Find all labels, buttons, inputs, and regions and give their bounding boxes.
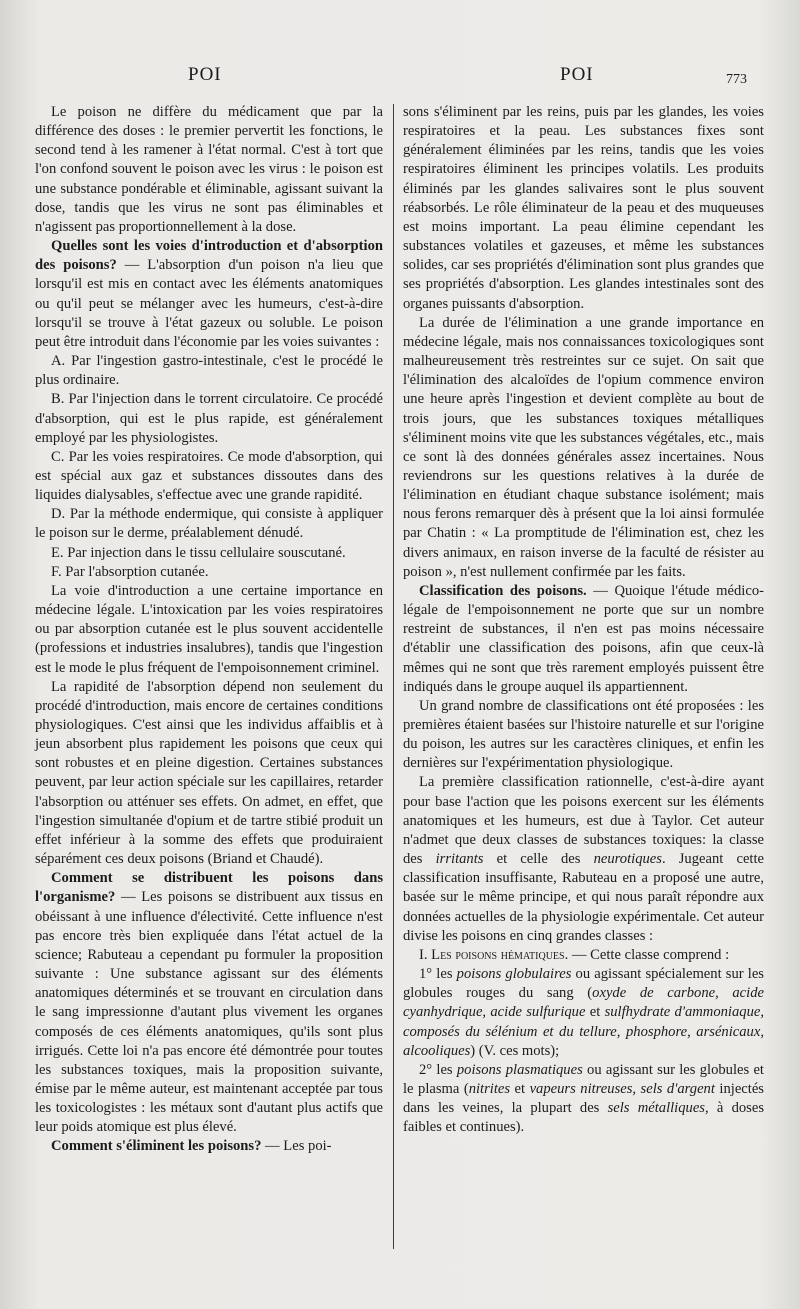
running-header bbox=[0, 64, 800, 94]
section-heading: Quelles sont les voies d'introduction et d'absorption des poisons? bbox=[35, 238, 383, 274]
paragraph: sons s'éliminent par les reins, puis par les glandes, les voies respiratoires et la peau. Les substances fixes sont généralement éliminées par les reins, tandis que les voies respiratoires éliminent les principes volatils. Les produits éliminés par les glandes salivaires sont le plus souvent réabsorbés. Le rôle éliminateur de la peau et des muqueuses est moins important. La peau élimine cependant les substances volatiles et gazeuses, et même les substances solides, car ses propriétés d'élimination sont plus grandes que ses propriétés d'absorption. Les glandes intestinales sont des organes puissants d'absorption. bbox=[403, 104, 764, 312]
list-item: E. Par injection dans le tissu cellulaire souscutané. bbox=[51, 544, 346, 561]
paragraph: I. Les poisons hématiques. — Cette classe comprend : bbox=[419, 946, 730, 963]
section-heading: Comment s'éliminent les poisons? bbox=[51, 1138, 262, 1155]
paragraph: Un grand nombre de classifications ont été proposées : les premières étaient basées sur l'histoire naturelle et sur l'origine du poison, les autres sur les caractères cliniques, et enfin les dernières sur l'expérimentation physiologique. bbox=[403, 697, 764, 772]
paragraph: Comment se distribuent les poisons dans l'organisme? — Les poisons se distribuent aux tissus en obéissant à une influence d'électivité. Cette influence n'est pas encore très bien expliquée dans l'état actuel de la science; Rabuteau a cependant pu formuler la proposition suivante : Une substance agissant sur des éléments anatomiques déterminés et se trouvant en circulation dans le sang impressionne d'autant plus vivement les organes composés de ces éléments anatomiques, qu'ils sont plus irrigués. Cette loi n'a pas encore été démontrée pour toutes les substances toxiques, mais la proposition suivante, émise par le même auteur, est maintenant acceptée par tous les toxicologistes : les métaux sont d'autant plus actifs que leur poids atomique est plus élevé. bbox=[35, 870, 383, 1136]
paragraph: Classification des poisons. — Quoique l'étude médico-légale de l'empoisonnement ne porte que sur un nombre restreint de substances, il n'en est pas moins nécessaire d'établir une classification des poisons, afin que ceux-là mêmes qui ne sont que très rarement employés puissent être indiqués dans le groupe auquel ils appartiennent. bbox=[403, 582, 764, 695]
section-heading: Classification des poisons. bbox=[419, 582, 587, 599]
list-item: 2° les poisons plasmatiques ou agissant sur les globules et le plasma (nitrites et vapeurs nitreuses, sels d'argent injectés dans les veines, la plupart des sels métalliques, à doses faibles et continues). bbox=[403, 1061, 764, 1136]
right-column bbox=[403, 103, 764, 1137]
class-heading: I. Les poisons hématiques. bbox=[419, 946, 569, 963]
section-heading: Comment se distribuent les poisons dans l'organisme? bbox=[35, 870, 383, 906]
list-item: 1° les poisons globulaires ou agissant spécialement sur les globules rouges du sang (oxyde de carbone, acide cyanhydrique, acide sulfurique et sulfhydrate d'ammoniaque, composés du sélénium et du tellure, phosphore, arsénicaux, alcooliques) (V. ces mots); bbox=[403, 966, 764, 1059]
list-item: F. Par l'absorption cutanée. bbox=[51, 563, 209, 580]
page-number: 773 bbox=[726, 72, 747, 87]
running-title-right: POI bbox=[560, 64, 594, 85]
paragraph: La durée de l'élimination a une grande importance en médecine légale, mais nos connaissances toxicologiques sont malheureusement très restreintes sur ce sujet. On sait que l'élimination des alcaloïdes de l'opium commence environ une heure après l'ingestion et devient complète au bout de trois jours, que les substances toxiques métalliques s'éliminent moins vite que les substances végétales, etc., mais ce sont là des données générales assez incertaines. Nous reviendrons sur les questions relatives à la durée de l'élimination en étudiant chaque substance isolément; mais nous ferons remarquer dès à présent que la loi ainsi formulée par Chatin : « La promptitude de l'élimination est, chez les divers animaux, en raison inverse de la faculté de résister au poison », n'est nullement confirmée par les faits. bbox=[403, 314, 764, 580]
paragraph: Quelles sont les voies d'introduction et d'absorption des poisons? — L'absorption d'un poison n'a lieu que lorsqu'il est mis en contact avec les éléments anatomiques ou qu'il peut se mélanger avec les humeurs, c'est-à-dire lorsqu'il se trouve à l'état gazeux ou soluble. Le poison peut être introduit dans l'économie par les voies suivantes : bbox=[35, 238, 383, 350]
paragraph: La rapidité de l'absorption dépend non seulement du procédé d'introduction, mais encore de certaines conditions physiologiques. C'est ainsi que les individus affaiblis et à jeun absorbent plus rapidement les poisons que ceux qui sont robustes et en pleine digestion. Certaines substances peuvent, par leur action spéciale sur les capillaires, retarder l'absorption ou atténuer ses effets. On admet, en effet, que l'ingestion simultanée d'opium et de tartre stibié produit un effet inférieur à la somme des effets que produiraient séparément ces deux poisons (Briand et Chaudé). bbox=[35, 678, 383, 868]
list-item: A. Par l'ingestion gastro-intestinale, c'est le procédé le plus ordinaire. bbox=[35, 353, 383, 389]
column-divider bbox=[393, 104, 394, 1249]
paragraph: Comment s'éliminent les poisons? — Les poi- bbox=[51, 1138, 332, 1155]
list-item: D. Par la méthode endermique, qui consiste à appliquer le poison sur le derme, préalablement dénudé. bbox=[35, 506, 383, 542]
running-title-left: POI bbox=[188, 64, 222, 85]
paragraph: La voie d'introduction a une certaine importance en médecine légale. L'intoxication par les voies respiratoires ou par absorption cutanée est le plus souvent accidentelle (professions et industries insalubres), tandis que l'ingestion est le mode le plus fréquent de l'empoisonnement criminel. bbox=[35, 582, 383, 676]
left-column bbox=[35, 103, 383, 1157]
paragraph: La première classification rationnelle, c'est-à-dire ayant pour base l'action que les poisons exercent sur les éléments anatomiques et les humeurs, est due à Taylor. Cet auteur n'admet que deux classes de substances toxiques: la classe des irritants et celle des neurotiques. Jugeant cette classification insuffisante, Rabuteau en a proposé une autre, basée sur le même principe, et qui nous paraît répondre aux données actuelles de la physiologie expérimentale. Cet auteur divise les poisons en cinq grandes classes : bbox=[403, 774, 765, 944]
list-item: B. Par l'injection dans le torrent circulatoire. Ce procédé d'absorption, qui est le plus rapide, est généralement employé par les physiologistes. bbox=[35, 391, 383, 446]
paragraph: Le poison ne diffère du médicament que par la différence des doses : le premier pervertit les fonctions, le second tend à les ramener à l'état normal. C'est à tort que l'on confond souvent le poison avec les virus : le poison est une substance pondérable et éliminable, agissant suivant la dose, tandis que les virus ne sont pas éliminables et n'agissent pas proportionnellement à la dose. bbox=[35, 104, 383, 235]
list-item: C. Par les voies respiratoires. Ce mode d'absorption, qui est spécial aux gaz et substances dissoutes dans des liquides dialysables, s'effectue avec une grande rapidité. bbox=[35, 448, 383, 504]
